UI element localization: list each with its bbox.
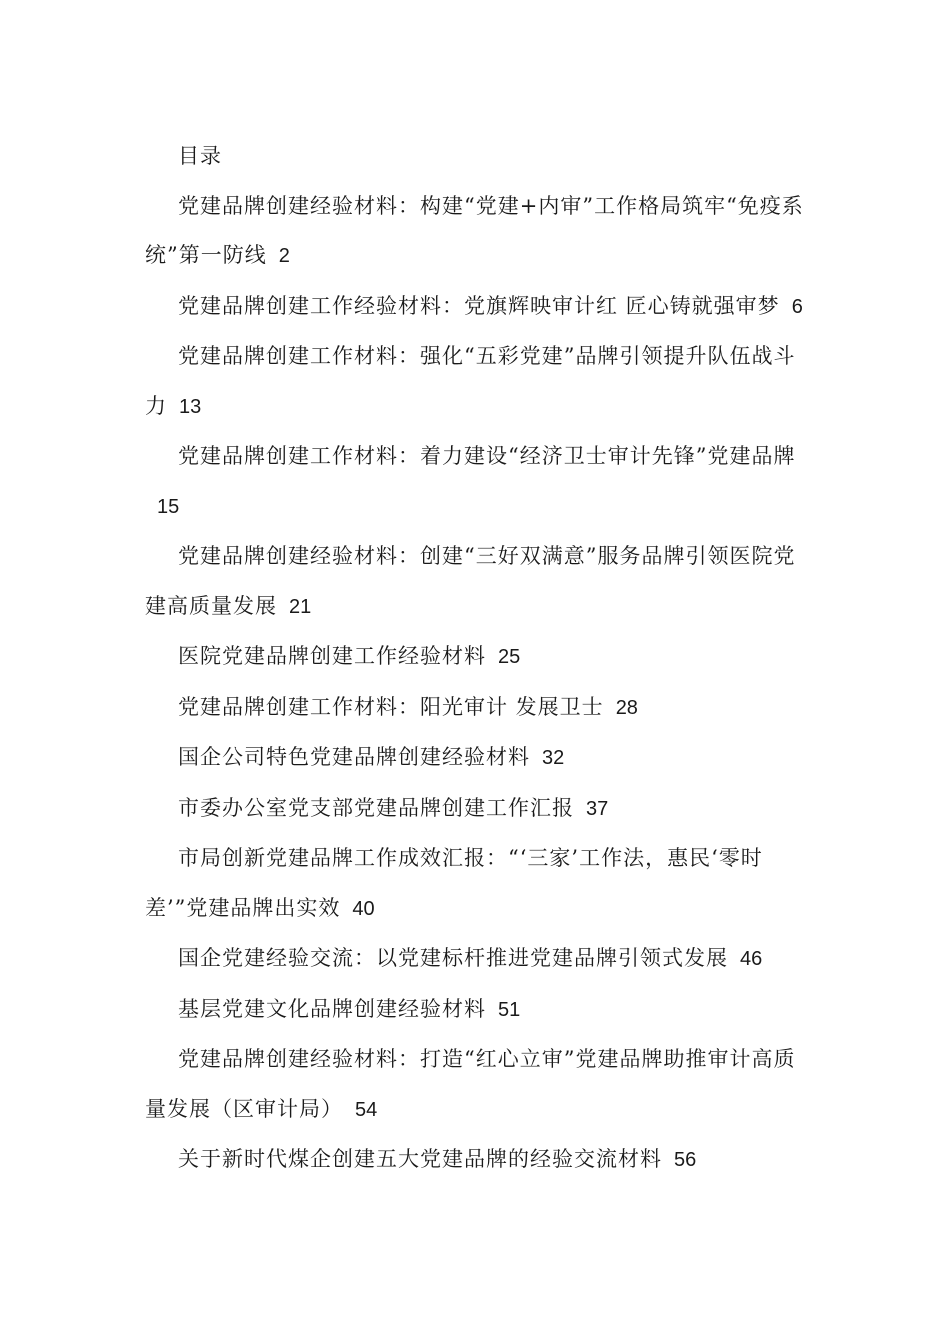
toc-entry-page-number: 25 bbox=[498, 646, 521, 668]
toc-entry-title: 党建品牌创建经验材料：打造“红心立审”党建品牌助推审计高质量发展（区审计局） bbox=[145, 1047, 796, 1121]
toc-entry-title: 党建品牌创建工作材料：着力建设“经济卫士审计先锋”党建品牌 bbox=[178, 444, 796, 468]
toc-entry[interactable] bbox=[145, 834, 810, 934]
toc-entry-page-number: 6 bbox=[791, 295, 803, 318]
toc-entry[interactable] bbox=[145, 432, 810, 532]
toc-entry[interactable] bbox=[145, 985, 810, 1036]
toc-entry-page-number: 32 bbox=[542, 747, 565, 769]
toc-entry-page-number: 54 bbox=[355, 1098, 378, 1121]
toc-entry-title: 党建品牌创建经验材料：创建“三好双满意”服务品牌引领医院党建高质量发展 bbox=[145, 544, 796, 618]
toc-entry[interactable] bbox=[145, 332, 810, 432]
toc-entry[interactable] bbox=[145, 733, 810, 784]
toc-entry-title: 基层党建文化品牌创建经验材料 bbox=[178, 996, 486, 1021]
toc-entry[interactable] bbox=[145, 934, 810, 985]
toc-entry[interactable] bbox=[145, 182, 810, 282]
toc-entry-page-number: 2 bbox=[278, 245, 290, 267]
toc-entry-title: 党建品牌创建工作经验材料：党旗辉映审计红 匠心铸就强审梦 bbox=[178, 293, 780, 318]
toc-entry[interactable] bbox=[145, 1035, 810, 1135]
toc-entry-page-number: 37 bbox=[586, 797, 609, 820]
toc-entry-title: 党建品牌创建工作材料：强化“五彩党建”品牌引领提升队伍战斗力 bbox=[145, 344, 796, 418]
toc-entry-page-number: 21 bbox=[289, 595, 312, 618]
toc-entry[interactable] bbox=[145, 1135, 810, 1186]
toc-list bbox=[145, 182, 810, 1186]
toc-entry-title: 国企公司特色党建品牌创建经验材料 bbox=[178, 745, 530, 769]
toc-entry-title: 关于新时代煤企创建五大党建品牌的经验交流材料 bbox=[178, 1147, 662, 1171]
toc-entry-page-number: 15 bbox=[157, 495, 180, 518]
toc-entry-title: 国企党建经验交流：以党建标杆推进党建品牌引领式发展 bbox=[178, 946, 728, 970]
toc-entry[interactable] bbox=[145, 784, 810, 835]
toc-heading: 目录 bbox=[178, 144, 222, 168]
toc-entry-page-number: 46 bbox=[740, 948, 763, 970]
toc-entry-title: 医院党建品牌创建工作经验材料 bbox=[178, 644, 486, 668]
toc-entry-page-number: 51 bbox=[498, 998, 521, 1021]
toc-entry-page-number: 56 bbox=[674, 1149, 697, 1171]
toc-entry-page-number: 13 bbox=[179, 395, 202, 418]
toc-entry-title: 党建品牌创建工作材料：阳光审计 发展卫士 bbox=[178, 694, 604, 719]
toc-entry[interactable] bbox=[145, 632, 810, 683]
toc-entry-title: 党建品牌创建经验材料：构建“党建+内审”工作格局筑牢“免疫系统”第一防线 bbox=[145, 193, 804, 267]
toc-entry[interactable] bbox=[145, 532, 810, 632]
toc-entry[interactable] bbox=[145, 683, 810, 734]
toc-entry[interactable] bbox=[145, 282, 810, 333]
toc-entry-page-number: 28 bbox=[615, 696, 638, 719]
table-of-contents bbox=[145, 132, 810, 1186]
toc-entry-title: 市委办公室党支部党建品牌创建工作汇报 bbox=[178, 795, 574, 820]
toc-entry-page-number: 40 bbox=[352, 897, 375, 920]
toc-entry-title: 市局创新党建品牌工作成效汇报：“‘三家’工作法，惠民‘零时差’”党建品牌出实效 bbox=[145, 846, 763, 920]
